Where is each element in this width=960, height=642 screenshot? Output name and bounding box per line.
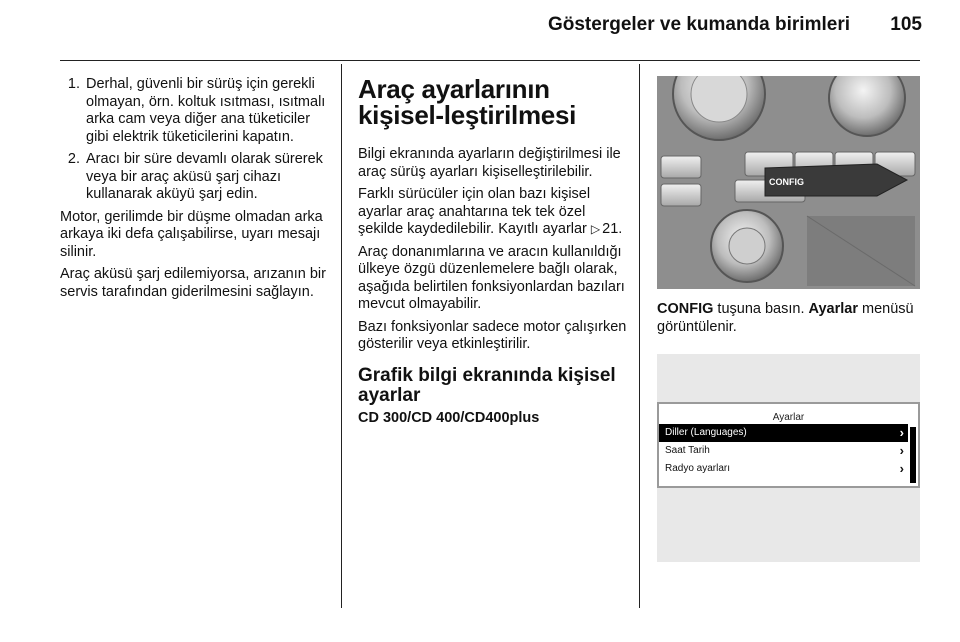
paragraph: Motor, gerilimde bir düşme olmadan arka arkaya iki defa çalışabilirse, uyarı mesajı silinir. <box>60 208 323 260</box>
scrollbar[interactable] <box>910 427 916 483</box>
list-text: Derhal, güvenli bir sürüş için gerekli olmayan, örn. koltuk ısıtması, ısıtmalı arka cam veya diğer ana tüketiciler gibi elektrik tüketicilerini kapatın. <box>86 76 326 145</box>
page-header-title: Göstergeler ve kumanda birimleri <box>547 14 850 35</box>
list-text: Aracı bir süre devamlı olarak sürerek veya bir araç aküsü şarj cihazı kullanarak aküyü şarj edin. <box>86 151 323 202</box>
display-screen-figure <box>657 354 920 562</box>
settings-menu-name: Ayarlar <box>808 301 858 317</box>
sub-heading: Grafik bilgi ekranında kişisel ayarlar <box>358 364 616 406</box>
menu-item-languages[interactable] <box>659 424 908 442</box>
chevron-right-icon: › <box>899 461 904 476</box>
section-heading: Araç ayarlarının kişisel-leştirilmesi <box>358 74 577 130</box>
paragraph: Bazı fonksiyonlar sadece motor çalışırken gösterilir veya etkinleştirilir. <box>358 318 627 352</box>
model-subheading: CD 300/CD 400/CD400plus <box>358 409 540 426</box>
control-panel-illustration <box>657 76 920 289</box>
paragraph-text: Farklı sürücüler için olan bazı kişisel ayarlar araç anahtarına tek tek özel şekilde kaydedilebilir. Kayıtlı ayarlar <box>358 186 591 237</box>
list-number: 1. <box>67 76 80 92</box>
column-divider-left <box>341 64 342 608</box>
column-1 <box>60 76 328 306</box>
header-rule <box>60 60 920 61</box>
menu-item-radio-settings[interactable] <box>659 460 908 478</box>
list-item <box>60 151 328 204</box>
column-3 <box>657 76 920 562</box>
page-reference-icon: ▷ <box>590 222 601 236</box>
photo-caption <box>657 301 920 336</box>
column-2 <box>358 76 628 427</box>
paragraph: Araç donanımlarına ve aracın kullanıldığı ülkeye özgü düzenlemelere bağlı olarak, aşağıda belirtilen fonksiyonlardan bazıları mevcut olmayabilir. <box>358 243 625 312</box>
column-divider-right <box>639 64 640 608</box>
screen-title: Ayarlar <box>772 412 805 423</box>
paragraph: Araç aküsü şarj edilemiyorsa, arızanın bir servis tarafından giderilmesini sağlayın. <box>60 266 326 300</box>
config-button-label: CONFIG <box>769 177 804 187</box>
caption-text: menüsü görüntülenir. <box>657 301 914 335</box>
page-reference-link[interactable]: 21. <box>602 221 623 237</box>
paragraph: Bilgi ekranında ayarların değiştirilmesi ile araç sürüş ayarları kişiselleştirilebilir. <box>358 146 621 180</box>
list-item <box>60 76 328 146</box>
page-number: 105 <box>890 14 922 35</box>
control-panel-photo <box>657 76 920 289</box>
paragraph <box>358 186 628 239</box>
menu-item-label: Diller (Languages) <box>665 427 747 438</box>
chevron-right-icon: › <box>899 425 904 440</box>
menu-item-time-date[interactable] <box>659 442 908 460</box>
chevron-right-icon: › <box>899 443 904 458</box>
settings-screen <box>657 402 920 488</box>
menu-item-label: Radyo ayarları <box>665 463 731 474</box>
config-key-label: CONFIG <box>657 301 714 317</box>
menu-item-label: Saat Tarih <box>665 445 710 456</box>
caption-text: tuşuna basın. <box>717 301 805 317</box>
list-number: 2. <box>67 151 80 167</box>
